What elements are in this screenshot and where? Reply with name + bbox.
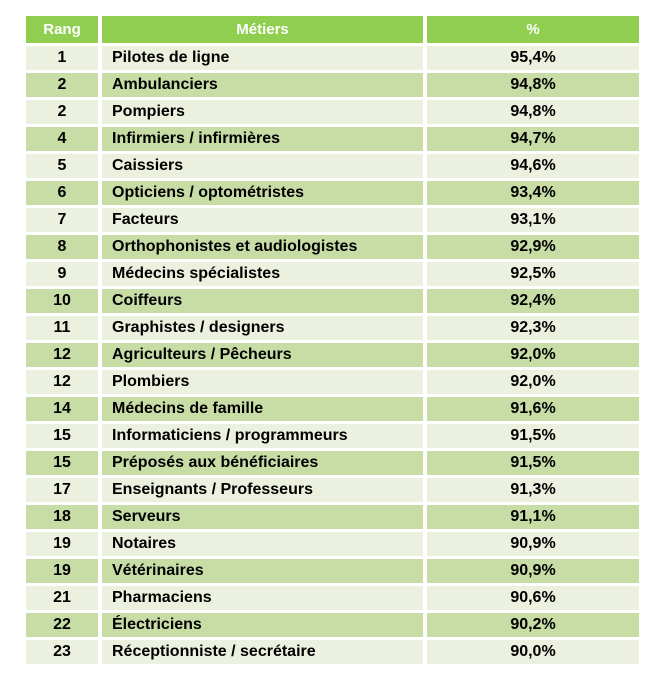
percent-cell: 94,8% — [427, 73, 639, 97]
rank-cell: 15 — [26, 451, 102, 475]
table-row — [26, 100, 639, 124]
percent-cell: 91,6% — [427, 397, 639, 421]
job-cell: Médecins spécialistes — [102, 262, 427, 286]
percent-cell: 92,9% — [427, 235, 639, 259]
rank-cell: 2 — [26, 100, 102, 124]
rank-cell: 4 — [26, 127, 102, 151]
rank-cell: 14 — [26, 397, 102, 421]
job-cell: Médecins de famille — [102, 397, 427, 421]
table-row — [26, 478, 639, 502]
job-cell: Coiffeurs — [102, 289, 427, 313]
table-row — [26, 451, 639, 475]
rank-cell: 22 — [26, 613, 102, 637]
header-rank: Rang — [26, 16, 102, 43]
percent-cell: 90,9% — [427, 532, 639, 556]
table-row — [26, 262, 639, 286]
percent-cell: 90,9% — [427, 559, 639, 583]
table-header — [26, 16, 639, 43]
job-cell: Agriculteurs / Pêcheurs — [102, 343, 427, 367]
rank-cell: 18 — [26, 505, 102, 529]
table-body — [26, 46, 639, 664]
percent-cell: 92,0% — [427, 343, 639, 367]
job-cell: Préposés aux bénéficiaires — [102, 451, 427, 475]
job-cell: Facteurs — [102, 208, 427, 232]
table-row — [26, 613, 639, 637]
percent-cell: 91,1% — [427, 505, 639, 529]
rank-cell: 15 — [26, 424, 102, 448]
percent-cell: 91,3% — [427, 478, 639, 502]
rank-cell: 21 — [26, 586, 102, 610]
table-row — [26, 586, 639, 610]
job-cell: Plombiers — [102, 370, 427, 394]
percent-cell: 92,5% — [427, 262, 639, 286]
table-row — [26, 370, 639, 394]
rank-cell: 1 — [26, 46, 102, 70]
table-row — [26, 505, 639, 529]
job-cell: Graphistes / designers — [102, 316, 427, 340]
rank-cell: 10 — [26, 289, 102, 313]
job-cell: Pilotes de ligne — [102, 46, 427, 70]
job-cell: Ambulanciers — [102, 73, 427, 97]
table-row — [26, 73, 639, 97]
rank-cell: 23 — [26, 640, 102, 664]
header-job: Métiers — [102, 16, 427, 43]
table-row — [26, 289, 639, 313]
percent-cell: 92,3% — [427, 316, 639, 340]
percent-cell: 94,8% — [427, 100, 639, 124]
percent-cell: 92,4% — [427, 289, 639, 313]
percent-cell: 93,1% — [427, 208, 639, 232]
rank-cell: 19 — [26, 559, 102, 583]
table-row — [26, 532, 639, 556]
table-row — [26, 397, 639, 421]
rank-cell: 6 — [26, 181, 102, 205]
percent-cell: 90,6% — [427, 586, 639, 610]
job-cell: Réceptionniste / secrétaire — [102, 640, 427, 664]
job-cell: Infirmiers / infirmières — [102, 127, 427, 151]
percent-cell: 93,4% — [427, 181, 639, 205]
percent-cell: 92,0% — [427, 370, 639, 394]
table-row — [26, 559, 639, 583]
table-row — [26, 343, 639, 367]
job-cell: Orthophonistes et audiologistes — [102, 235, 427, 259]
job-cell: Électriciens — [102, 613, 427, 637]
job-cell: Enseignants / Professeurs — [102, 478, 427, 502]
job-cell: Serveurs — [102, 505, 427, 529]
percent-cell: 91,5% — [427, 424, 639, 448]
percent-cell: 90,2% — [427, 613, 639, 637]
table-row — [26, 208, 639, 232]
header-percent: % — [427, 16, 639, 43]
rank-cell: 7 — [26, 208, 102, 232]
percent-cell: 90,0% — [427, 640, 639, 664]
ranking-table — [26, 13, 639, 667]
rank-cell: 2 — [26, 73, 102, 97]
table-row — [26, 235, 639, 259]
table-row — [26, 154, 639, 178]
table-row — [26, 181, 639, 205]
table-row — [26, 127, 639, 151]
header-row — [26, 16, 639, 43]
percent-cell: 94,6% — [427, 154, 639, 178]
rank-cell: 8 — [26, 235, 102, 259]
job-cell: Notaires — [102, 532, 427, 556]
job-cell: Pompiers — [102, 100, 427, 124]
ranking-table-container — [26, 13, 639, 667]
percent-cell: 94,7% — [427, 127, 639, 151]
rank-cell: 12 — [26, 370, 102, 394]
rank-cell: 17 — [26, 478, 102, 502]
job-cell: Caissiers — [102, 154, 427, 178]
rank-cell: 11 — [26, 316, 102, 340]
rank-cell: 9 — [26, 262, 102, 286]
rank-cell: 19 — [26, 532, 102, 556]
percent-cell: 91,5% — [427, 451, 639, 475]
table-row — [26, 424, 639, 448]
rank-cell: 12 — [26, 343, 102, 367]
rank-cell: 5 — [26, 154, 102, 178]
table-row — [26, 46, 639, 70]
job-cell: Informaticiens / programmeurs — [102, 424, 427, 448]
percent-cell: 95,4% — [427, 46, 639, 70]
job-cell: Vétérinaires — [102, 559, 427, 583]
table-row — [26, 316, 639, 340]
table-row — [26, 640, 639, 664]
job-cell: Opticiens / optométristes — [102, 181, 427, 205]
job-cell: Pharmaciens — [102, 586, 427, 610]
